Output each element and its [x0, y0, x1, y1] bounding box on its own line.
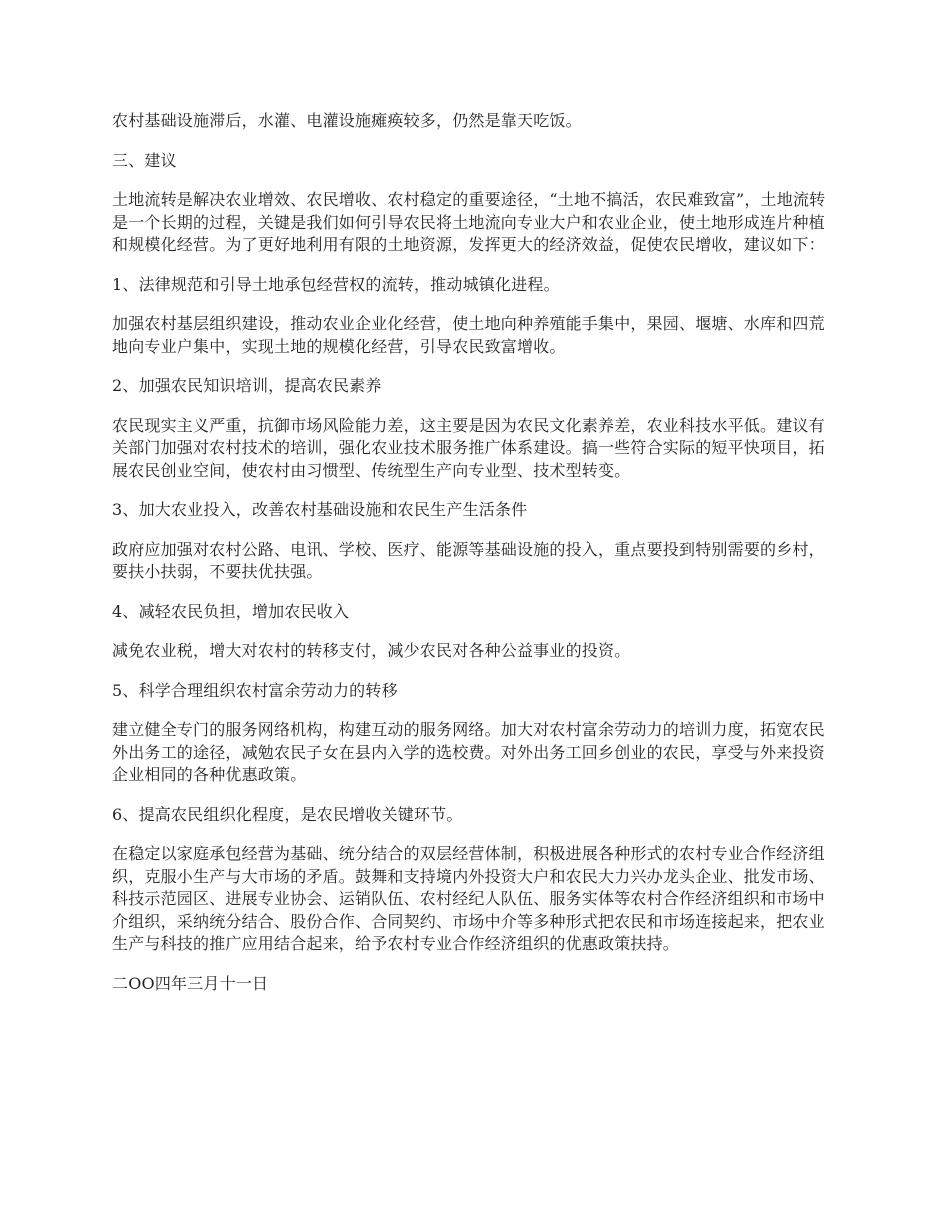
paragraph-item-1: 加强农村基层组织建设，推动农业企业化经营，使土地向种养殖能手集中，果园、堰塘、水库和四荒地向专业户集中，实现土地的规模化经营，引导农民致富增收。 — [112, 314, 825, 356]
section-heading-suggestions: 三、建议 — [112, 150, 177, 170]
item-heading-5: 5、科学合理组织农村富余劳动力的转移 — [112, 680, 398, 700]
paragraph-item-4: 减免农业税，增大对农村的转移支付，减少农民对各种公益事业的投资。 — [112, 641, 631, 660]
paragraph-item-5: 建立健全专门的服务网络机构，构建互动的服务网络。加大对农村富余劳动力的培训力度，拓宽农民外出务工的途径，减勉农民子女在县内入学的选校费。对外出务工回乡创业的农民，享受与外来投资企业相同的各种优惠政策。 — [112, 720, 825, 784]
document-date: 二OO四年三月十一日 — [112, 973, 269, 993]
paragraph-item-2: 农民现实主义严重，抗御市场风险能力差，这主要是因为农民文化素养差，农业科技水平低。建议有关部门加强对农村技术的培训，强化农业技术服务推广体系建设。搞一些符合实际的短平快项目，拓展农民创业空间，使农村由习惯型、传统型生产向专业型、技术型转变。 — [112, 415, 825, 480]
item-heading-6: 6、提高农民组织化程度，是农民增收关键环节。 — [112, 804, 463, 824]
paragraph-infrastructure: 农村基础设施滞后，水灌、电灌设施瘫痪较多，仍然是靠天吃饭。 — [112, 111, 582, 130]
paragraph-item-3: 政府应加强对农村公路、电讯、学校、医疗、能源等基础设施的投入，重点要投到特别需要的乡村，要扶小扶弱，不要扶优扶强。 — [112, 539, 825, 581]
item-heading-4: 4、减轻农民负担，增加农民收入 — [112, 601, 350, 621]
paragraph-land-transfer: 土地流转是解决农业增效、农民增收、农村稳定的重要途径，“土地不搞活，农民难致富”，土地流转是一个长期的过程，关键是我们如何引导农民将土地流向专业大户和农业企业，使土地形成连片种植和规模化经营。为了更好地利用有限的土地资源，发挥更大的经济效益，促使农民增收，建议如下： — [112, 190, 826, 254]
item-heading-2: 2、加强农民知识培训，提高农民素养 — [112, 376, 382, 395]
item-heading-3: 3、加大农业投入，改善农村基础设施和农民生产生活条件 — [112, 500, 528, 519]
document-body — [112, 110, 840, 1012]
paragraph-item-6: 在稳定以家庭承包经营为基础、统分结合的双层经营体制，积极进展各种形式的农村专业合作经济组织，克服小生产与大市场的矛盾。鼓舞和支持境内外投资大户和农民大力兴办龙头企业、批发市场、科技示范园区、进展专业协会、运销队伍、农村经纪人队伍、服务实体等农村合作经济组织和市场中介组织，采纳统分结合、股份合作、合同契约、市场中介等多种形式把农民和市场连接起来，把农业生产与科技的推广应用结合起来，给予农村专业合作经济组织的优惠政策扶持。 — [112, 844, 825, 953]
item-heading-1: 1、法律规范和引导土地承包经营权的流转，推动城镇化进程。 — [112, 274, 560, 294]
